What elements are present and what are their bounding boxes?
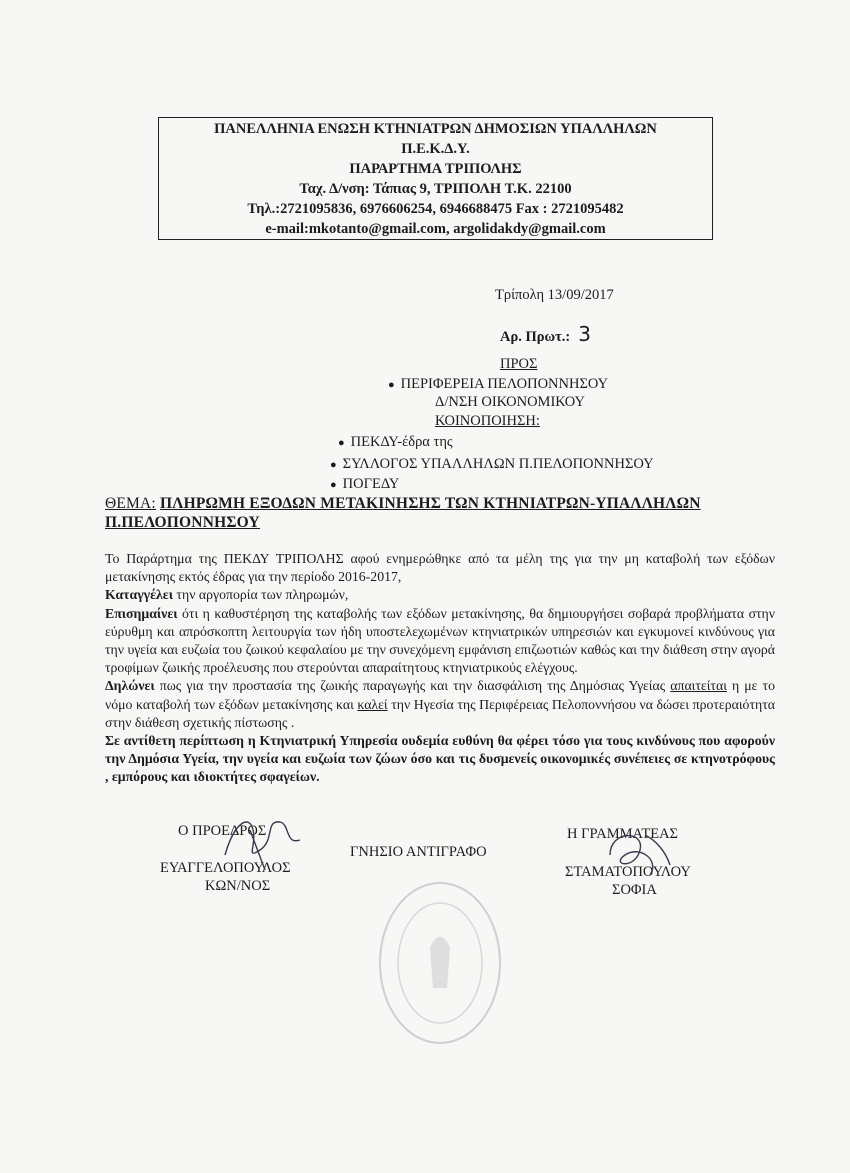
- protocol-value: 3: [578, 322, 591, 346]
- bullet-icon: ●: [338, 437, 345, 449]
- paragraph-complaint: Καταγγέλει την αργοπορία των πληρωμών,: [105, 587, 349, 603]
- president-signature: [205, 800, 325, 880]
- email-addresses: e-mail:mkotanto@gmail.com, argolidakdy@gmail.com: [265, 221, 606, 237]
- secretary-name: ΣΟΦΙΑ: [612, 882, 657, 898]
- to-label: ΠΡΟΣ: [500, 356, 538, 372]
- to-recipient-1: ● ΠΕΡΙΦΕΡΕΙΑ ΠΕΛΟΠΟΝΝΗΣΟΥ: [388, 376, 609, 392]
- subject-line: [105, 494, 770, 532]
- president-title: Ο ΠΡΟΕΔΡΟΣ: [178, 823, 267, 839]
- certified-copy-label: ΓΝΗΣΙΟ ΑΝΤΙΓΡΑΦΟ: [350, 844, 487, 860]
- phone-fax: Τηλ.:2721095836, 6976606254, 6946688475 Fax : 2721095482: [247, 201, 624, 217]
- paragraph-intro: Το Παράρτημα της ΠΕΚΔΥ ΤΡΙΠΟΛΗΣ αφού ενημερώθηκε από τα μέλη της για την μη καταβολή των εξόδων μετακίνησης εκτός έδρας για την περίοδο 2016-2017,: [105, 551, 775, 585]
- org-name: ΠΑΝΕΛΛΗΝΙΑ ΕΝΩΣΗ ΚΤΗΝΙΑΤΡΩΝ ΔΗΜΟΣΙΩΝ ΥΠΑΛΛΗΛΩΝ: [214, 121, 657, 137]
- protocol-label: Αρ. Πρωτ.:: [500, 329, 571, 345]
- secretary-title: Η ΓΡΑΜΜΑΤΕΑΣ: [567, 826, 678, 842]
- to-recipient-department: Δ/ΝΣΗ ΟΙΚΟΝΟΜΙΚΟΥ: [435, 394, 585, 410]
- paragraph-declaration: Δηλώνει πως για την προστασία της ζωικής παραγωγής και την διασφάλιση της Δημόσιας Υγείας απαιτείται η με το νόμο καταβολή των εξόδων μετακίνησης και καλεί την Ηγεσία της Περιφέρειας Πελοποννήσου να δώσει προτεραιότητα στην διάθεση σχετικής πίστωσης .: [105, 678, 775, 730]
- official-seal-icon: [375, 878, 505, 1048]
- cc-recipient-3: ● ΠΟΓΕΔΥ: [330, 476, 400, 492]
- document-date: Τρίπολη 13/09/2017: [495, 287, 614, 303]
- letterhead-box: [158, 117, 713, 240]
- postal-address: Ταχ. Δ/νση: Τάπιας 9, ΤΡΙΠΟΛΗ Τ.Κ. 22100: [299, 181, 572, 197]
- org-acronym: Π.Ε.Κ.Δ.Υ.: [401, 141, 470, 157]
- secretary-surname: ΣΤΑΜΑΤΟΠΟΥΛΟΥ: [565, 864, 691, 880]
- paragraph-concern: Επισημαίνει ότι η καθυστέρηση της καταβολής των εξόδων μετακίνησης, θα δημιουργήσει σοβαρά προβλήματα στην εύρυθμη και απρόσκοπτη λειτουργία των ήδη υποστελεχωμένων κτηνιατρικών υπηρεσιών και εγκυμονεί κινδύνους για την υγεία και ευζωία του ζωικού κεφαλαίου με την συνεχόμενη εμφάνιση επιζωοτιών καθώς και την διάθεση στην αγορά τροφίμων ζωικής προέλευσης που στερούνται απαραίτητους κτηνιατρικούς ελέγχους.: [105, 605, 775, 676]
- paragraph-warning: Σε αντίθετη περίπτωση η Κτηνιατρική Υπηρεσία ουδεμία ευθύνη θα φέρει τόσο για τους κινδύνους που αφορούν την Δημόσια Υγεία, την υγεία και ευζωία των ζώων όσο και τις δυσμενείς οικονομικές συνέπειες σε κτηνοτρόφους , εμπόρους και ιδιοκτήτες σφαγείων.: [105, 733, 775, 785]
- subject-label: ΘΕΜΑ:: [105, 495, 156, 512]
- protocol-number: [500, 322, 591, 346]
- president-surname: ΕΥΑΓΓΕΛΟΠΟΥΛΟΣ: [160, 860, 291, 876]
- cc-recipient-2: ● ΣΥΛΛΟΓΟΣ ΥΠΑΛΛΗΛΩΝ Π.ΠΕΛΟΠΟΝΝΗΣΟΥ: [330, 456, 654, 472]
- bullet-icon: ●: [330, 479, 337, 491]
- branch-name: ΠΑΡΑΡΤΗΜΑ ΤΡΙΠΟΛΗΣ: [349, 161, 522, 177]
- subject-text: ΠΛΗΡΩΜΗ ΕΞΟΔΩΝ ΜΕΤΑΚΙΝΗΣΗΣ ΤΩΝ ΚΤΗΝΙΑΤΡΩΝ-ΥΠΑΛΛΗΛΩΝ Π.ΠΕΛΟΠΟΝΝΗΣΟΥ: [105, 495, 701, 531]
- secretary-signature: [590, 815, 690, 885]
- president-name: ΚΩΝ/ΝΟΣ: [205, 878, 271, 894]
- letter-body: [105, 550, 775, 787]
- bullet-icon: ●: [330, 459, 337, 471]
- cc-recipient-1: ● ΠΕΚΔΥ-έδρα της: [338, 434, 453, 450]
- bullet-icon: ●: [388, 379, 395, 391]
- cc-label: ΚΟΙΝΟΠΟΙΗΣΗ:: [435, 413, 540, 429]
